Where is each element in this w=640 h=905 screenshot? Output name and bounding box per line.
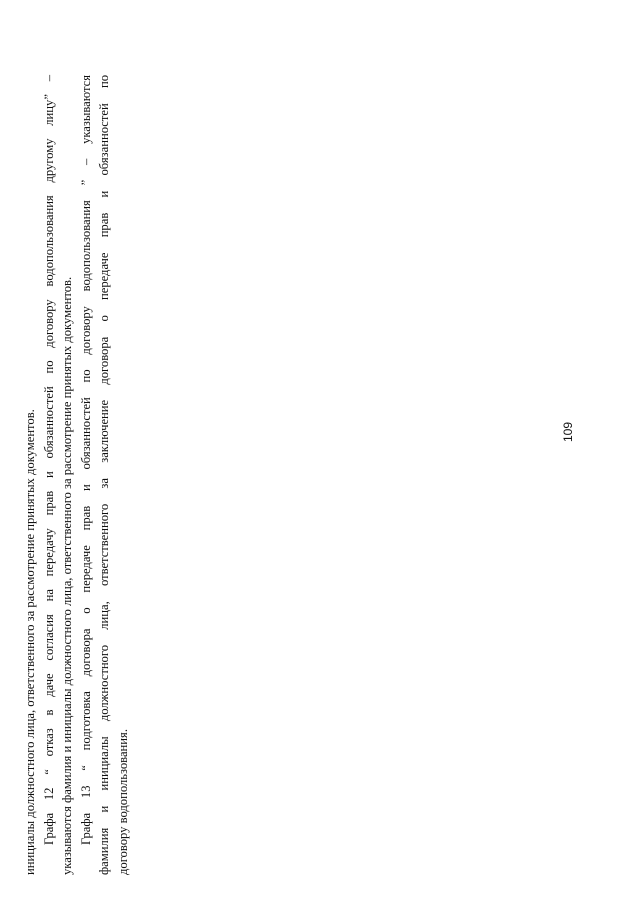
paragraph-continuation xyxy=(21,75,40,875)
paragraph-grafa-13 xyxy=(77,75,133,875)
text-line: указываются фамилия и инициалы должностного лица, ответственного за рассмотрение принятых документов. xyxy=(60,276,75,875)
text-line: договору водопользования. xyxy=(115,729,130,875)
text-line: фамилия и инициалы должностного лица, ответственного за заключение договора о передаче прав и обязанностей по xyxy=(97,75,112,875)
paragraph-grafa-12 xyxy=(40,75,77,875)
text-line: инициалы должностного лица, ответственного за рассмотрение принятых документов. xyxy=(23,409,37,875)
page-number: 109 xyxy=(561,421,576,443)
rotated-text-block xyxy=(21,75,131,875)
text-line: Графа 12 “ отказ в даче согласия на передачу прав и обязанностей по договору водопользования другому лицу” – xyxy=(41,75,56,845)
text-line: Графа 13 “ подготовка договора о передаче прав и обязанностей по договору водопользования ” – указываются xyxy=(78,75,93,845)
